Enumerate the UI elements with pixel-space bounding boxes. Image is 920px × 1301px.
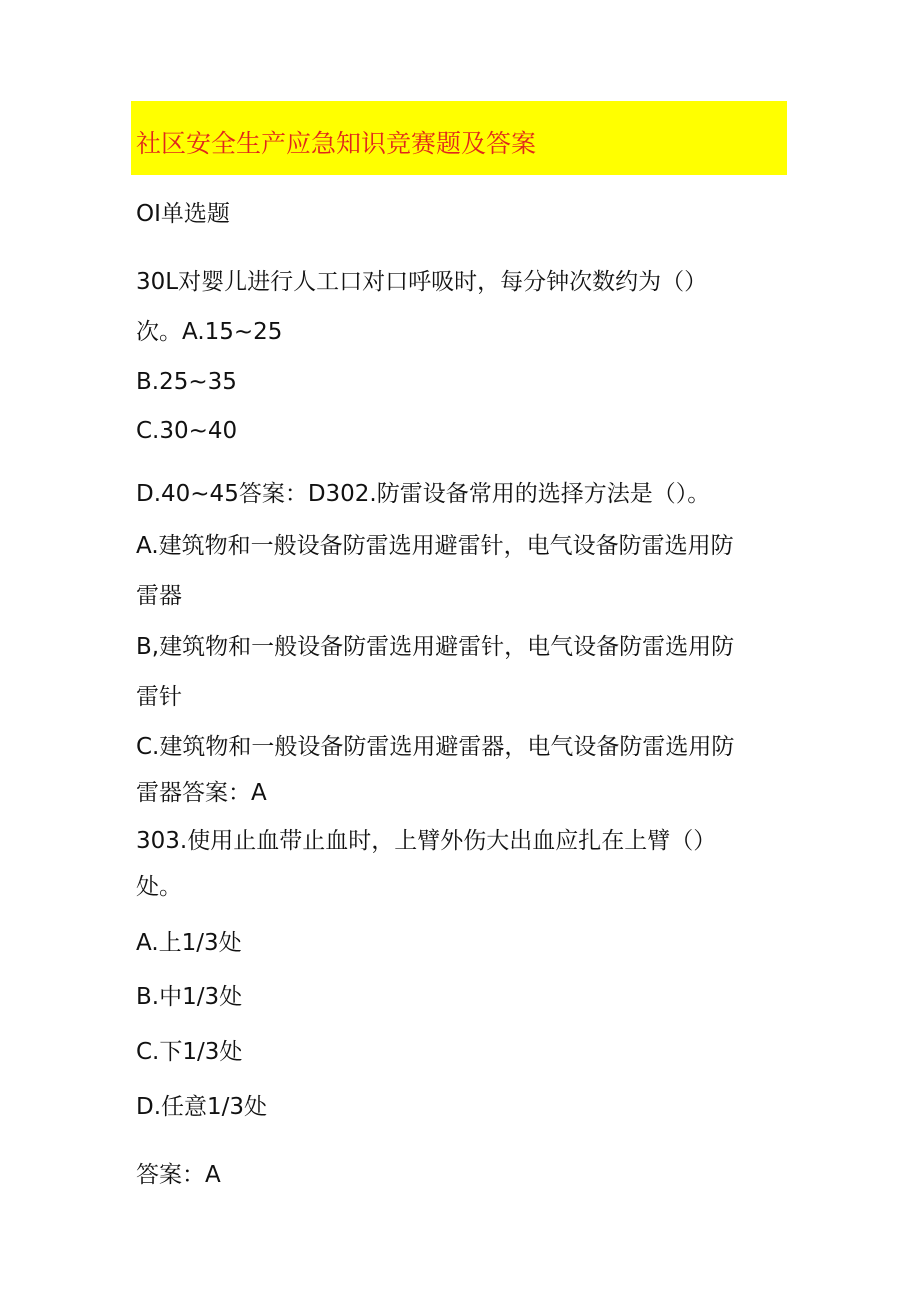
question-302-answer: 雷器答案：A [136, 780, 267, 806]
section-heading: OI单选题 [136, 201, 230, 227]
document-title: 社区安全生产应急知识竞赛题及答案 [136, 129, 537, 158]
question-303-stem: 303.使用止血带止血时，上臂外伤大出血应扎在上臂（） [136, 828, 717, 854]
question-301-option-b: B.25~35 [136, 369, 237, 395]
question-303-stem-cont: 处。 [136, 874, 182, 900]
question-301-stem: 30L对婴儿进行人工口对口呼吸时，每分钟次数约为（） [136, 269, 708, 295]
question-301-option-c: C.30~40 [136, 418, 238, 444]
question-303-option-d: D.任意1/3处 [136, 1094, 268, 1120]
question-302-option-c: C.建筑物和一般设备防雷选用避雷器，电气设备防雷选用防 [136, 734, 735, 760]
question-302-option-a: A.建筑物和一般设备防雷选用避雷针，电气设备防雷选用防 [136, 533, 734, 559]
question-302-option-b-cont: 雷针 [136, 684, 182, 710]
question-301-option-a: 次。A.15~25 [136, 319, 283, 345]
question-303-option-c: C.下1/3处 [136, 1039, 243, 1065]
question-303-answer: 答案：A [136, 1162, 221, 1188]
title-highlight [131, 101, 787, 175]
question-303-option-a: A.上1/3处 [136, 930, 242, 956]
question-302-stem: D.40~45答案：D302.防雷设备常用的选择方法是（）。 [136, 481, 711, 507]
question-302-option-b: B,建筑物和一般设备防雷选用避雷针，电气设备防雷选用防 [136, 634, 735, 660]
question-302-option-a-cont: 雷器 [136, 583, 182, 609]
question-303-option-b: B.中1/3处 [136, 984, 243, 1010]
